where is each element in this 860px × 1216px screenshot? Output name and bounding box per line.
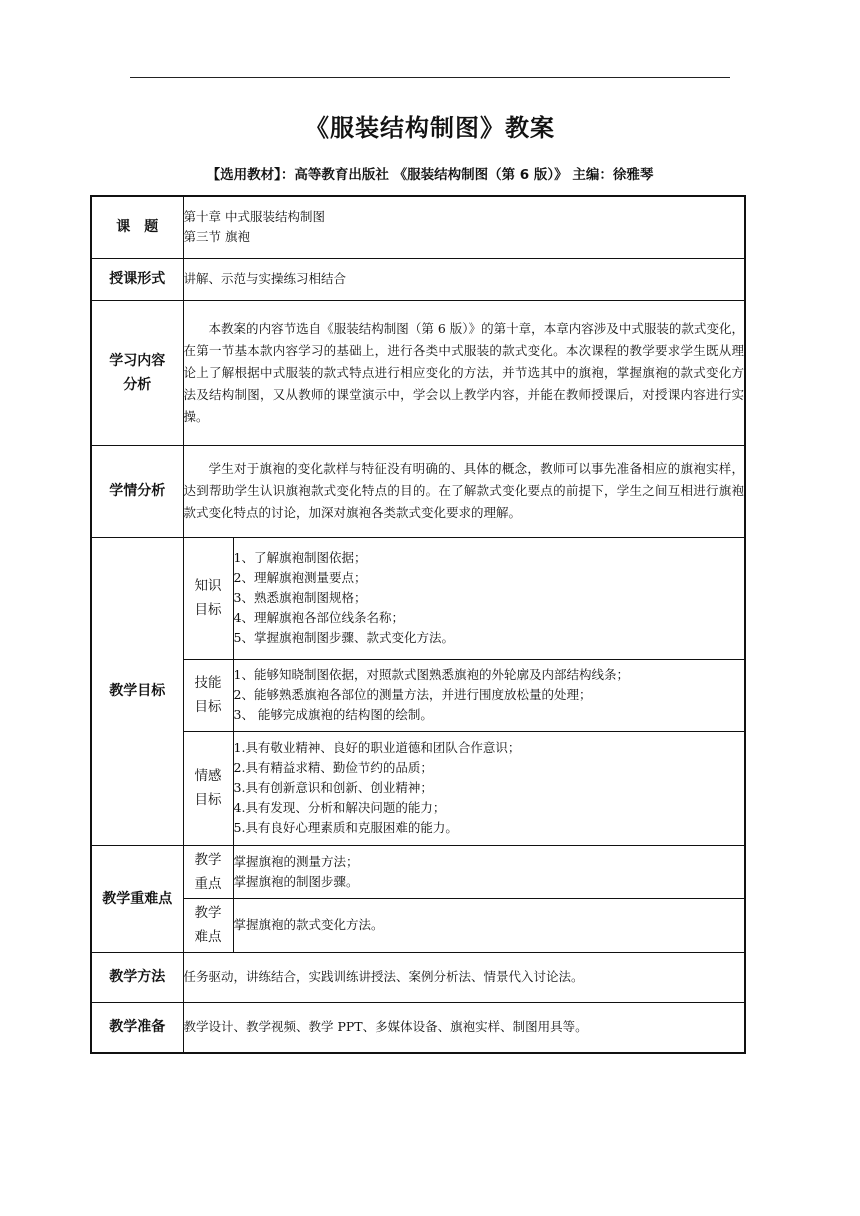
learner-analysis-text: 学生对于旗袍的变化款样与特征没有明确的、具体的概念，教师可以事先准备相应的旗袍实样，达到帮助学生认识旗袍款式变化特点的目的。在了解款式变化要点的前提下，学生之间互相进行旗袍款式变化特点的讨论，加深对旗袍各类款式变化要求的理解。 [183,445,745,537]
preparation-text: 教学设计、教学视频、教学 PPT、多媒体设备、旗袍实样、制图用具等。 [183,1002,745,1053]
content-analysis-text: 本教案的内容节选自《服装结构制图（第 6 版）》的第十章，本章内容涉及中式服装的款式变化，在第一节基本款内容学习的基础上，进行各类中式服装的款式变化。本次课程的教学要求学生既从理论上了解根据中式服装的款式特点进行相应变化的方法，并节选其中的旗袍，掌握旗袍的款式变化方法及结构制图，又从教师的课堂演示中，学会以上教学内容，并能在教师授课后，对授课内容进行实操。 [183,300,745,445]
header-rule [130,77,730,78]
difficult-points-list [233,898,745,952]
methods-text: 任务驱动，讲练结合，实践训练讲授法、案例分析法、情景代入讨论法。 [183,952,745,1002]
row-teaching-form [91,258,745,300]
list-item: 3、 能够完成旗袍的结构图的绘制。 [233,707,433,722]
knowledge-objectives-label: 知识 目标 [183,537,233,659]
knowledge-objectives-list [233,537,745,659]
preparation-label: 教学准备 [91,1002,183,1053]
teaching-form-value: 讲解、示范与实操练习相结合 [183,258,745,300]
list-item: 4、理解旗袍各部位线条名称； [233,610,404,625]
row-key-points [91,845,745,898]
difficult-points-sublabel: 教学 难点 [183,898,233,952]
row-knowledge-objectives [91,537,745,659]
teaching-form-label: 授课形式 [91,258,183,300]
list-item: 2、能够熟悉旗袍各部位的测量方法，并进行围度放松量的处理； [233,687,592,702]
learner-analysis-label: 学情分析 [91,445,183,537]
list-item: 掌握旗袍的测量方法； [233,853,359,869]
key-points-sublabel: 教学 重点 [183,845,233,898]
emotion-objectives-list [233,731,745,845]
list-item: 1.具有敬业精神、良好的职业道德和团队合作意识； [233,740,521,755]
list-item: 掌握旗袍的制图步骤。 [233,873,359,889]
key-points-list [233,845,745,898]
topic-value [183,196,745,258]
document-title: 《服装结构制图》教案 [305,114,555,142]
list-item: 4.具有发现、分析和解决问题的能力； [233,800,446,815]
row-methods [91,952,745,1002]
row-topic [91,196,745,258]
list-item: 掌握旗袍的款式变化方法。 [233,917,384,932]
key-points-label: 教学重难点 [91,845,183,952]
list-item: 3、熟悉旗袍制图规格； [233,590,367,605]
row-skill-objectives [91,659,745,731]
objectives-label: 教学目标 [91,537,183,845]
row-emotion-objectives [91,731,745,845]
topic-section: 第三节 旗袍 [183,229,250,245]
skill-objectives-list [233,659,745,731]
content-analysis-label: 学习内容 分析 [91,300,183,445]
row-content-analysis [91,300,745,445]
textbook-info: 【选用教材】：高等教育出版社 《服装结构制图（第 6 版）》 主编：徐雅琴 [206,167,654,183]
lesson-plan-table [90,195,746,1054]
list-item: 5、掌握旗袍制图步骤、款式变化方法。 [233,630,454,645]
emotion-objectives-label: 情感 目标 [183,731,233,845]
list-item: 5.具有良好心理素质和克服困难的能力。 [233,820,458,835]
list-item: 3.具有创新意识和创新、创业精神； [233,780,433,795]
list-item: 2、理解旗袍测量要点； [233,570,367,585]
list-item: 1、了解旗袍制图依据； [233,550,367,565]
row-difficult-points [91,898,745,952]
skill-objectives-label: 技能 目标 [183,659,233,731]
list-item: 2.具有精益求精、勤俭节约的品质； [233,760,433,775]
row-learner-analysis [91,445,745,537]
topic-label: 课题 [91,196,183,258]
methods-label: 教学方法 [91,952,183,1002]
row-preparation [91,1002,745,1053]
list-item: 1、能够知晓制图依据，对照款式图熟悉旗袍的外轮廓及内部结构线条； [233,667,629,682]
topic-chapter: 第十章 中式服装结构制图 [183,209,325,225]
